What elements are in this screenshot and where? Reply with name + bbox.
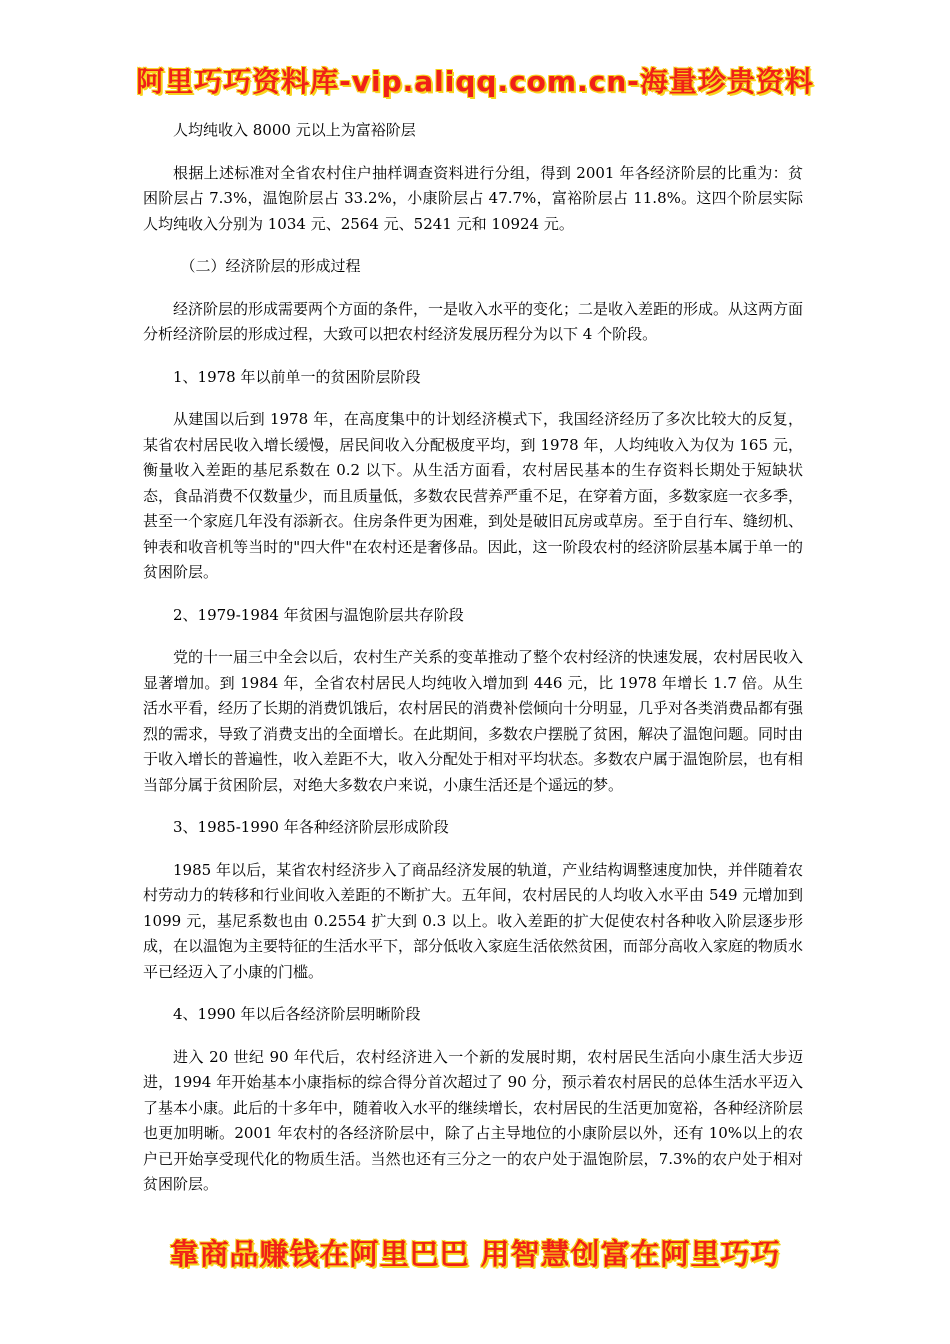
intro-line: 人均纯收入 8000 元以上为富裕阶层: [173, 121, 416, 139]
stage-2-heading: 2、1979-1984 年贫困与温饱阶层共存阶段: [173, 605, 464, 624]
stage-1-body: 从建国以后到 1978 年，在高度集中的计划经济模式下，我国经济经历了多次比较大的反复，某省农村居民收入增长缓慢，居民间收入分配极度平均，到 1978 年，人均纯收入为仅为 165 元，衡量收入差距的基尼系数在 0.2 以下。从生活方面看，农村居民基本的生存资料长期处于短缺状态，食品消费不仅数量少，而且质量低，多数农民营养严重不足，在穿着方面，多数家庭一衣多季，甚至一个家庭几年没有添新衣。住房条件更为困难，到处是破旧瓦房或草房。至于自行车、缝纫机、钟表和收音机等当时的"四大件"在农村还是奢侈品。因此，这一阶段农村的经济阶层基本属于单一的贫困阶层。: [143, 410, 804, 581]
stage-3-heading: 3、1985-1990 年各种经济阶层形成阶段: [173, 818, 449, 836]
header-banner-text: 阿里巧巧资料库-vip.aliqq.com.cn-海量珍贵资料: [136, 65, 814, 98]
intro-paragraph: 根据上述标准对全省农村住户抽样调查资料进行分组，得到 2001 年各经济阶层的比重为：贫困阶层占 7.3%，温饱阶层占 33.2%，小康阶层占 47.7%，富裕阶层占 11.8%。这四个阶层实际人均纯收入分别为 1034 元、2564 元、5241 元和 10924 元。: [143, 163, 803, 233]
stage-4-heading: 4、1990 年以后各经济阶层明晰阶段: [173, 1005, 421, 1023]
document-body: [143, 118, 803, 1198]
stage-1-heading: 1、1978 年以前单一的贫困阶层阶段: [173, 367, 421, 386]
stage-4-body: 进入 20 世纪 90 年代后，农村经济进入一个新的发展时期，农村居民生活向小康生活大步迈进，1994 年开始基本小康指标的综合得分首次超过了 90 分，预示着农村居民的总体生活水平迈入了基本小康。此后的十多年中，随着收入水平的继续增长，农村居民的生活更加宽裕，各种经济阶层也更加明晰。2001 年农村的各经济阶层中，除了占主导地位的小康阶层以外，还有 10%以上的农户已开始享受现代化的物质生活。当然也还有三分之一的农户处于温饱阶层，7.3%的农户处于相对贫困阶层。: [143, 1047, 804, 1193]
stage-2-body: 党的十一届三中全会以后，农村生产关系的变革推动了整个农村经济的快速发展，农村居民收入显著增加。到 1984 年，全省农村居民人均纯收入增加到 446 元，比 1978 年增长 1.7 倍。从生活水平看，经历了长期的消费饥饿后，农村居民的消费补偿倾向十分明显，几乎对各类消费品都有强烈的需求，导致了消费支出的全面增长。在此期间，多数农户摆脱了贫困，解决了温饱问题。同时由于收入增长的普遍性，收入差距不大，收入分配处于相对平均状态。多数农户属于温饱阶层，也有相当部分属于贫困阶层，对绝大多数农户来说，小康生活还是个遥远的梦。: [143, 648, 804, 794]
header-banner: [0, 60, 950, 100]
section-paragraph: 经济阶层的形成需要两个方面的条件，一是收入水平的变化；二是收入差距的形成。从这两方面分析经济阶层的形成过程，大致可以把农村经济发展历程分为以下 4 个阶段。: [143, 299, 804, 343]
stage-3-body: 1985 年以后，某省农村经济步入了商品经济发展的轨道，产业结构调整速度加快，并伴随着农村劳动力的转移和行业间收入差距的不断扩大。五年间，农村居民的人均收入水平由 549 元增加到 1099 元，基尼系数也由 0.2554 扩大到 0.3 以上。收入差距的扩大促使农村各种收入阶层逐步形成，在以温饱为主要特征的生活水平下，部分低收入家庭生活依然贫困，而部分高收入家庭的物质水平已经迈入了小康的门槛。: [143, 860, 804, 981]
section-title: （二）经济阶层的形成过程: [180, 257, 361, 275]
footer-banner: [0, 1232, 950, 1273]
footer-banner-text: 靠商品赚钱在阿里巴巴 用智慧创富在阿里巧巧: [169, 1237, 781, 1271]
